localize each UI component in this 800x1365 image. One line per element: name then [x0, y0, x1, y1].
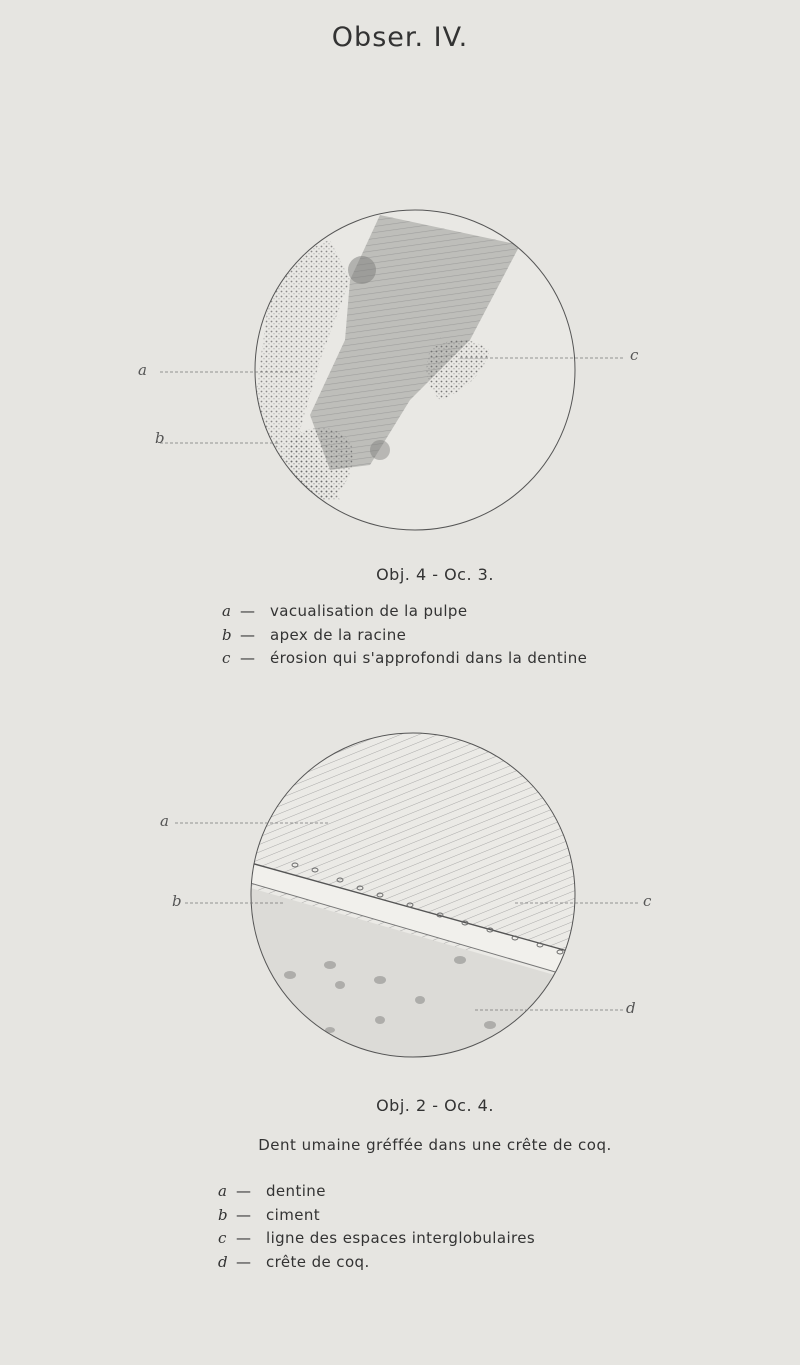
label-c: c — [643, 892, 652, 910]
legend-row-b: b — apex de la racine — [222, 625, 407, 644]
figure-2-legend — [218, 1180, 535, 1274]
label-a: a — [160, 812, 169, 830]
figure-1-legend — [222, 600, 587, 671]
page-title: Obser. IV. — [331, 22, 469, 53]
micrograph-figure-1 — [0, 200, 800, 540]
figure-1-caption: Obj. 4 - Oc. 3. — [376, 565, 494, 584]
label-a: a — [138, 361, 147, 379]
label-c: c — [630, 346, 639, 364]
legend-row-b: b — ciment — [218, 1205, 321, 1224]
legend-row-c: c — érosion qui s'approfondi dans la dentine — [222, 649, 588, 667]
micrograph-figure-2 — [0, 730, 800, 1070]
label-b: b — [155, 429, 165, 447]
legend-row-a: a — dentine — [218, 1182, 326, 1200]
figure-2-subtitle: Dent umaine gréffée dans une crête de coq. — [258, 1136, 612, 1154]
legend-row-d: d — crête de coq. — [218, 1252, 370, 1271]
label-b: b — [172, 892, 182, 910]
figure-2-caption: Obj. 2 - Oc. 4. — [376, 1096, 494, 1115]
label-d: d — [626, 999, 636, 1017]
legend-row-a: a — vacualisation de la pulpe — [222, 602, 468, 620]
legend-row-c: c — ligne des espaces interglobulaires — [218, 1229, 536, 1247]
